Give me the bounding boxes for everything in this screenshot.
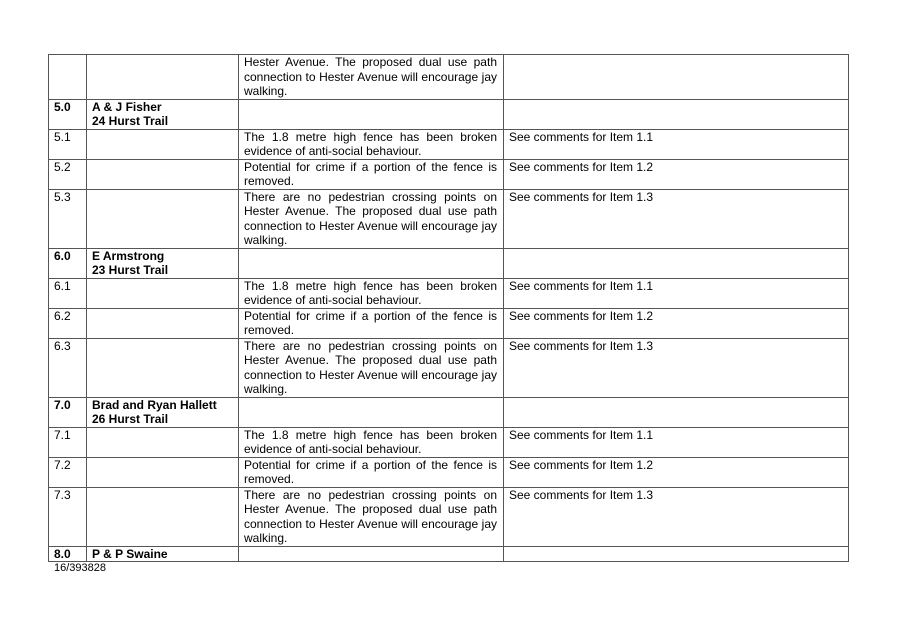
submitter-cell bbox=[87, 55, 239, 100]
submitter-cell bbox=[87, 248, 239, 278]
submitter-cell bbox=[87, 397, 239, 427]
submitter-row bbox=[49, 546, 849, 562]
response-cell bbox=[504, 248, 849, 278]
response-text: See comments for Item 1.1 bbox=[504, 129, 849, 159]
item-number: 7.2 bbox=[49, 457, 87, 487]
concern-text: There are no pedestrian crossing points on Hester Avenue. The proposed dual use path connection to Hester Avenue will encourage jay walking. bbox=[239, 189, 504, 248]
submitter-cell bbox=[87, 427, 239, 457]
item-number bbox=[49, 55, 87, 100]
concern-text: There are no pedestrian crossing points on Hester Avenue. The proposed dual use path connection to Hester Avenue will encourage jay walking. bbox=[239, 338, 504, 397]
item-number: 5.1 bbox=[49, 129, 87, 159]
concern-text: Potential for crime if a portion of the fence is removed. bbox=[239, 159, 504, 189]
response-cell bbox=[504, 546, 849, 562]
table-row bbox=[49, 487, 849, 546]
response-text: See comments for Item 1.1 bbox=[504, 427, 849, 457]
response-text: See comments for Item 1.1 bbox=[504, 278, 849, 308]
concern-text: The 1.8 metre high fence has been broken evidence of anti-social behaviour. bbox=[239, 427, 504, 457]
submitter-cell bbox=[87, 189, 239, 248]
response-cell bbox=[504, 99, 849, 129]
table-row bbox=[49, 55, 849, 100]
table-row bbox=[49, 278, 849, 308]
submitter-cell bbox=[87, 129, 239, 159]
table-row bbox=[49, 308, 849, 338]
table-row bbox=[49, 189, 849, 248]
table-row bbox=[49, 129, 849, 159]
submitter-cell bbox=[87, 159, 239, 189]
item-number: 5.3 bbox=[49, 189, 87, 248]
submitter-cell bbox=[87, 338, 239, 397]
table-row bbox=[49, 427, 849, 457]
item-number: 8.0 bbox=[49, 546, 87, 562]
concern-text: There are no pedestrian crossing points on Hester Avenue. The proposed dual use path connection to Hester Avenue will encourage jay walking. bbox=[239, 487, 504, 546]
response-text bbox=[504, 55, 849, 100]
submitter-name: A & J Fisher bbox=[92, 99, 162, 114]
concern-cell bbox=[239, 99, 504, 129]
concern-cell bbox=[239, 546, 504, 562]
item-number: 6.2 bbox=[49, 308, 87, 338]
submitter-address: 26 Hurst Trail bbox=[92, 412, 169, 426]
item-number: 6.3 bbox=[49, 338, 87, 397]
item-number: 6.0 bbox=[49, 248, 87, 278]
response-text: See comments for Item 1.2 bbox=[504, 457, 849, 487]
item-number: 7.3 bbox=[49, 487, 87, 546]
table-row bbox=[49, 457, 849, 487]
response-cell bbox=[504, 397, 849, 427]
submitter-cell bbox=[87, 99, 239, 129]
item-number: 7.0 bbox=[49, 397, 87, 427]
submitter-name: Brad and Ryan Hallett bbox=[92, 397, 217, 412]
submissions-table bbox=[48, 54, 849, 562]
concern-text: Potential for crime if a portion of the fence is removed. bbox=[239, 457, 504, 487]
table-row bbox=[49, 159, 849, 189]
submitter-cell bbox=[87, 278, 239, 308]
concern-text: Potential for crime if a portion of the fence is removed. bbox=[239, 308, 504, 338]
table-row bbox=[49, 338, 849, 397]
submitter-cell bbox=[87, 546, 239, 562]
concern-text: Hester Avenue. The proposed dual use path connection to Hester Avenue will encourage jay walking. bbox=[239, 55, 504, 100]
concern-text: The 1.8 metre high fence has been broken evidence of anti-social behaviour. bbox=[239, 129, 504, 159]
response-text: See comments for Item 1.3 bbox=[504, 487, 849, 546]
response-text: See comments for Item 1.3 bbox=[504, 189, 849, 248]
response-text: See comments for Item 1.2 bbox=[504, 308, 849, 338]
item-number: 5.0 bbox=[49, 99, 87, 129]
document-reference: 16/393828 bbox=[54, 562, 106, 574]
item-number: 6.1 bbox=[49, 278, 87, 308]
submitter-address: 24 Hurst Trail bbox=[92, 114, 169, 128]
concern-text: The 1.8 metre high fence has been broken evidence of anti-social behaviour. bbox=[239, 278, 504, 308]
response-text: See comments for Item 1.2 bbox=[504, 159, 849, 189]
submitter-cell bbox=[87, 457, 239, 487]
submissions-table-body bbox=[49, 55, 849, 562]
submitter-row bbox=[49, 99, 849, 129]
submitter-name: E Armstrong bbox=[92, 248, 165, 263]
submitter-row bbox=[49, 397, 849, 427]
submitter-cell bbox=[87, 487, 239, 546]
submitter-address: 23 Hurst Trail bbox=[92, 263, 169, 277]
submitter-row bbox=[49, 248, 849, 278]
item-number: 7.1 bbox=[49, 427, 87, 457]
response-text: See comments for Item 1.3 bbox=[504, 338, 849, 397]
item-number: 5.2 bbox=[49, 159, 87, 189]
submitter-name: P & P Swaine bbox=[92, 546, 168, 561]
concern-cell bbox=[239, 248, 504, 278]
concern-cell bbox=[239, 397, 504, 427]
submitter-cell bbox=[87, 308, 239, 338]
